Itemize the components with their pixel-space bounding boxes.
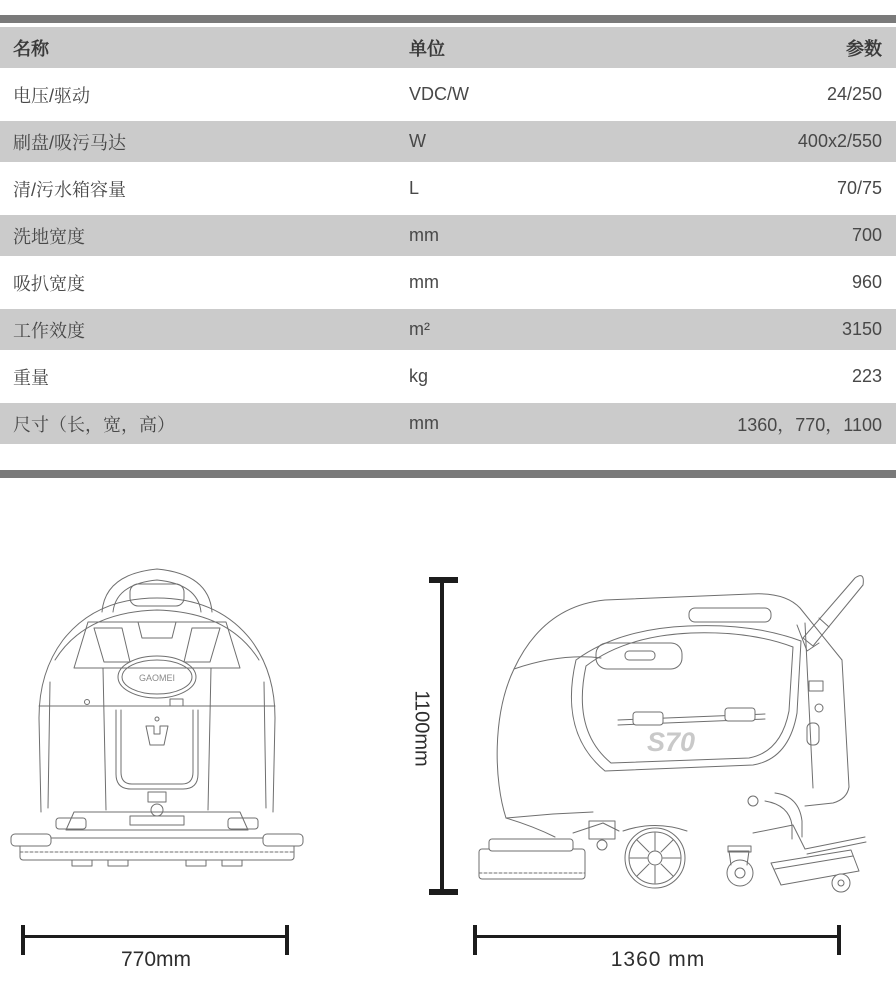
front-squeegee-bar bbox=[11, 834, 303, 866]
front-view-drawing bbox=[10, 560, 305, 885]
spec-value: 400x2/550 bbox=[659, 121, 896, 162]
table-row bbox=[0, 403, 896, 444]
spec-name: 刷盘/吸污马达 bbox=[0, 121, 409, 162]
drive-wheel bbox=[623, 826, 687, 889]
header-unit: 单位 bbox=[409, 27, 659, 68]
spec-value: 700 bbox=[659, 215, 896, 256]
handlebar bbox=[797, 576, 863, 651]
length-dimension-line bbox=[475, 935, 841, 938]
spec-value: 223 bbox=[659, 356, 896, 397]
spec-value: 3150 bbox=[659, 309, 896, 350]
table-row bbox=[0, 121, 896, 162]
spec-name: 重量 bbox=[0, 356, 409, 397]
caution-mark bbox=[748, 796, 758, 806]
table-row bbox=[0, 356, 896, 397]
front-handle bbox=[102, 569, 212, 612]
table-bottom-bar bbox=[0, 470, 896, 478]
side-hand-rail bbox=[618, 708, 765, 725]
length-dimension-label: 1360 mm bbox=[610, 948, 706, 971]
front-console bbox=[74, 622, 240, 668]
spec-name: 电压/驱动 bbox=[0, 74, 409, 115]
brand-logo-oval bbox=[118, 656, 196, 698]
spec-unit: m² bbox=[409, 309, 659, 350]
spec-unit: mm bbox=[409, 403, 659, 444]
spec-unit: kg bbox=[409, 356, 659, 397]
table-row bbox=[0, 74, 896, 115]
squeegee-assembly bbox=[753, 793, 866, 892]
spec-name: 清/污水箱容量 bbox=[0, 168, 409, 209]
width-dimension-line bbox=[23, 935, 289, 938]
spec-value: 24/250 bbox=[659, 74, 896, 115]
table-header-row bbox=[0, 27, 896, 68]
width-dimension-label: 770mm bbox=[120, 948, 192, 971]
height-dimension-cap-top bbox=[429, 577, 458, 583]
caster-wheel bbox=[727, 846, 753, 886]
tank-lid bbox=[596, 608, 771, 669]
spec-unit: W bbox=[409, 121, 659, 162]
height-dimension-line bbox=[440, 579, 444, 891]
water-drop-icon bbox=[146, 717, 168, 745]
side-view-drawing bbox=[453, 563, 868, 908]
header-value: 参数 bbox=[659, 27, 896, 68]
model-text: S70 bbox=[646, 727, 696, 757]
spec-value: 1360，770，1100 bbox=[659, 403, 896, 444]
spec-name: 工作效度 bbox=[0, 309, 409, 350]
spec-unit: L bbox=[409, 168, 659, 209]
table-row bbox=[0, 168, 896, 209]
spec-value: 960 bbox=[659, 262, 896, 303]
header-name: 名称 bbox=[0, 27, 409, 68]
spec-table bbox=[0, 21, 896, 450]
brush-deck bbox=[479, 818, 619, 879]
table-row bbox=[0, 215, 896, 256]
spec-name: 尺寸（长，宽，高） bbox=[0, 403, 409, 444]
spec-name: 洗地宽度 bbox=[0, 215, 409, 256]
front-chassis bbox=[56, 792, 258, 830]
table-row bbox=[0, 309, 896, 350]
height-dimension-cap-bottom bbox=[429, 889, 458, 895]
spec-unit: mm bbox=[409, 215, 659, 256]
brand-logo-text: GAOMEI bbox=[138, 673, 176, 683]
spec-unit: mm bbox=[409, 262, 659, 303]
front-body bbox=[39, 598, 275, 812]
table-row bbox=[0, 262, 896, 303]
spec-name: 吸扒宽度 bbox=[0, 262, 409, 303]
height-dimension-label: 1100mm bbox=[410, 690, 433, 767]
spec-unit: VDC/W bbox=[409, 74, 659, 115]
spec-value: 70/75 bbox=[659, 168, 896, 209]
